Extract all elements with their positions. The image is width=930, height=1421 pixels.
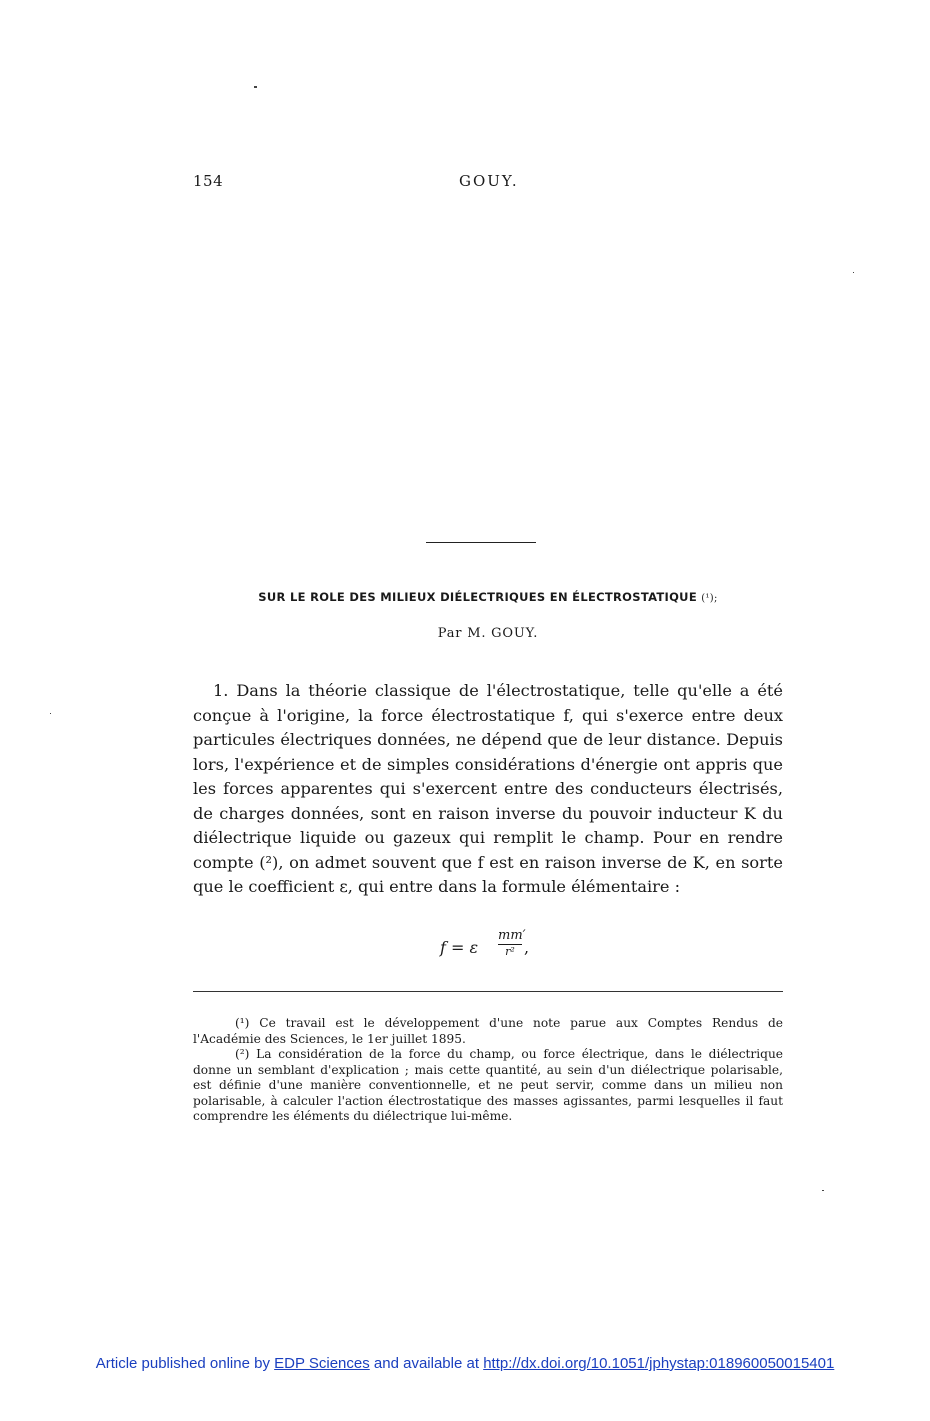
publisher-middle: and available at bbox=[373, 1355, 480, 1372]
body-paragraph: 1. Dans la théorie classique de l'électrostatique, telle qu'elle a été conçue à l'origine, la force électrostatique f, qui s'exerce entre deux particules électriques données, ne dépend que de leur distance. Depuis lors, l'expérience et de simples considérations d'énergie ont appris que les forces apparentes qui s'exercent entre des conducteurs électrisés, de charges données, sont en raison inverse du pouvoir inducteur K du diélectrique liquide ou gazeux qui remplit le champ. Pour en rendre compte (²), on admet souvent que f est en raison inverse de K, en sorte que le coefficient ε, qui entre dans la formule élémentaire : bbox=[193, 681, 783, 896]
formula-denominator: r² bbox=[505, 945, 515, 958]
publisher-notice bbox=[0, 1355, 930, 1372]
scan-speck bbox=[822, 1190, 824, 1191]
formula-comma: , bbox=[524, 938, 530, 957]
publisher-prefix: Article published online by bbox=[95, 1355, 270, 1372]
page-header bbox=[193, 172, 783, 192]
footnote-separator-rule bbox=[193, 991, 783, 992]
footnote-2 bbox=[193, 1047, 783, 1125]
publisher-link[interactable]: EDP Sciences bbox=[274, 1355, 370, 1372]
byline: Par M. GOUY. bbox=[437, 626, 539, 641]
article-title-line bbox=[193, 590, 783, 604]
doi-link[interactable]: http://dx.doi.org/10.1051/jphystap:018960050015401 bbox=[483, 1355, 835, 1372]
scan-speck bbox=[853, 272, 854, 273]
title-separator-rule bbox=[426, 542, 536, 543]
footnote-1 bbox=[193, 1016, 783, 1047]
footnote-1-text: Ce travail est le développement d'une note parue aux Comptes Rendus de l'Académie des Sciences, le 1er juillet 1895. bbox=[193, 1016, 783, 1046]
title-footnote-ref: (¹); bbox=[701, 593, 718, 604]
formula-fraction bbox=[498, 928, 526, 959]
scan-speck bbox=[50, 713, 51, 714]
footnotes bbox=[193, 1016, 783, 1125]
page-number: 154 bbox=[193, 172, 224, 190]
formula-numerator: mm′ bbox=[498, 928, 526, 943]
article-title: SUR LE ROLE DES MILIEUX DIÉLECTRIQUES EN ÉLECTROSTATIQUE bbox=[258, 590, 697, 604]
body-text bbox=[193, 679, 783, 900]
footnote-2-text: La considération de la force du champ, ou force électrique, dans le diélectrique donne un semblant d'explication ; mais cette quantité, au sein d'un diélectrique polarisable, est définie d'une manière conventionnelle, et ne peut servir, comme dans un milieu non polarisable, à calculer l'action électrostatique des masses agissantes, parmi lesquelles il faut comprendre les éléments du diélectrique lui-même. bbox=[193, 1047, 784, 1123]
footnote-2-mark: (²) bbox=[235, 1047, 250, 1061]
footnote-1-mark: (¹) bbox=[235, 1016, 250, 1030]
formula-lhs: f = ε bbox=[440, 938, 479, 957]
running-head: GOUY. bbox=[459, 172, 519, 190]
scan-speck bbox=[254, 86, 257, 88]
